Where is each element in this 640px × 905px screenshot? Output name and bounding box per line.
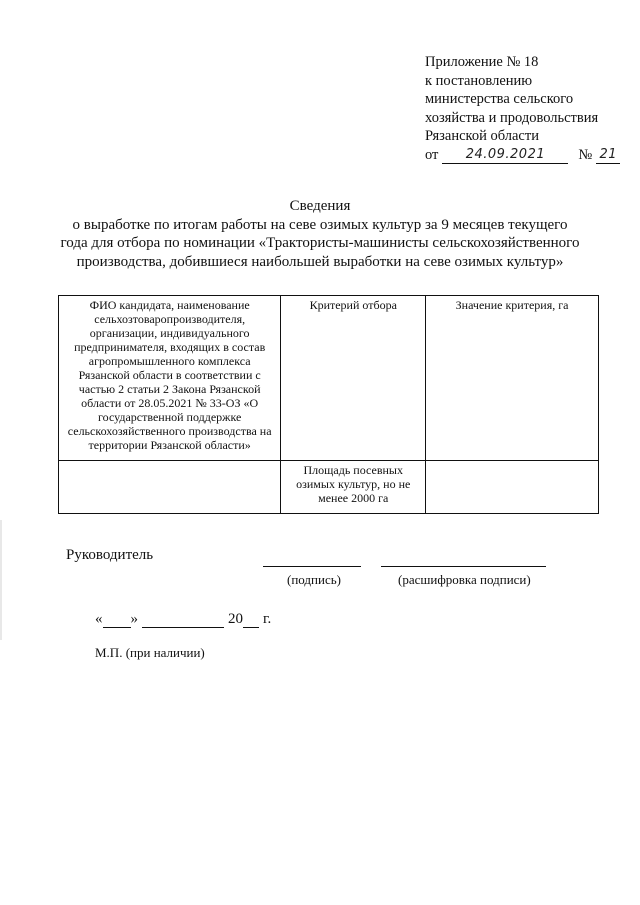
appendix-header xyxy=(425,53,620,164)
title-heading: Сведения xyxy=(289,198,351,214)
criterion-cell: Площадь посевных озимых культур, но не менее 2000 га xyxy=(281,461,426,514)
value-cell[interactable] xyxy=(426,461,599,514)
signature-line[interactable] xyxy=(263,566,361,567)
header-candidate-cell: ФИО кандидата, наименование сельхозтоваропроизводителя, организации, индивидуального предпринимателя, входящих в состав агропромышленного комплекса Рязанской области в соответствии с частью 2 статьи 2 Закона Рязанской области от 28.05.2021 № 33-ОЗ «О государственной поддержке сельскохозяйственного производства на территории Рязанской области» xyxy=(59,296,281,461)
appendix-line: хозяйства и продовольствия xyxy=(425,109,599,126)
decoding-line[interactable] xyxy=(381,566,546,567)
document-title xyxy=(40,197,600,271)
year-prefix: 20 xyxy=(228,611,243,627)
date-line xyxy=(95,611,271,628)
title-line: производства, добившиеся наибольшей выработки на севе озимых культур» xyxy=(76,253,564,270)
head-label: Руководитель xyxy=(66,547,154,563)
appendix-line: Рязанской области xyxy=(425,128,539,144)
appendix-line: министерства сельского xyxy=(425,91,574,107)
handwritten-number: 21 xyxy=(596,147,620,164)
close-quote: » xyxy=(130,611,138,627)
table-header-row xyxy=(59,296,599,461)
header-criterion-cell: Критерий отбора xyxy=(281,296,426,461)
date-prefix: от xyxy=(425,146,439,163)
candidate-cell[interactable] xyxy=(59,461,281,514)
open-quote: « xyxy=(95,611,103,627)
table-row xyxy=(59,461,599,514)
year-blank[interactable] xyxy=(243,613,259,628)
resolution-date-line xyxy=(425,146,620,165)
appendix-line: к постановлению xyxy=(425,72,533,89)
header-value-cell: Значение критерия, га xyxy=(426,296,599,461)
year-suffix: г. xyxy=(263,611,272,627)
title-line: года для отбора по номинации «Трактористы-машинисты сельскохозяйственного xyxy=(60,235,580,251)
decoding-caption: (расшифровка подписи) xyxy=(398,572,531,587)
handwritten-date: 24.09.2021 xyxy=(442,147,568,164)
signature-caption: (подпись) xyxy=(287,572,341,587)
appendix-line: Приложение № 18 xyxy=(425,54,539,70)
day-blank[interactable] xyxy=(103,613,131,628)
stamp-note: М.П. (при наличии) xyxy=(95,645,205,660)
scan-edge-shadow xyxy=(0,520,2,640)
number-sign: № xyxy=(578,146,593,163)
month-blank[interactable] xyxy=(142,613,224,628)
title-line: о выработке по итогам работы на севе озимых культур за 9 месяцев текущего xyxy=(72,216,568,233)
criteria-table xyxy=(58,295,599,514)
